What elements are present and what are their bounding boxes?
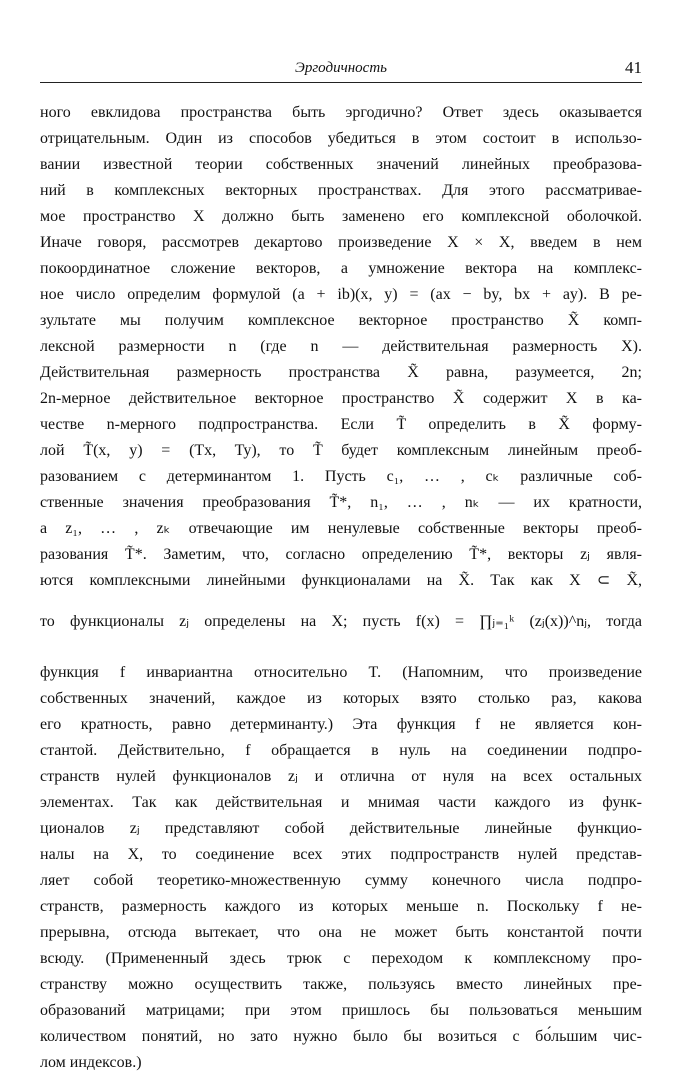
text-line: разованием с детерминантом 1. Пусть c₁, … , cₖ различные соб- <box>40 468 642 485</box>
text-line: ний в комплексных векторных пространствах. Для этого рассматривае- <box>40 182 642 199</box>
text-line: его кратность, равно детерминанту.) Эта функция f не является кон- <box>40 716 642 733</box>
text-line: зультате мы получим комплексное векторное пространство X̃ комп- <box>40 312 642 329</box>
text-line: прерывна, отсюда вытекает, что она не может быть константой почти <box>40 924 642 941</box>
text-line: покоординатное сложение векторов, а умножение вектора на комплекс- <box>40 260 642 277</box>
text-line: стантой. Действительно, f обращается в нуль на соединении подпро- <box>40 742 642 759</box>
text-line: честве n-мерного подпространства. Если T̃ определить в X̃ форму- <box>40 416 642 433</box>
text-line: лой T̃(x, y) = (Tx, Ty), то T̃ будет комплексным линейным преоб- <box>40 442 642 459</box>
running-head: Эргодичность <box>295 60 387 76</box>
text-line: количеством понятий, но зато нужно было бы возиться с бо́льшим чис- <box>40 1028 642 1045</box>
formula-line: то функционалы zⱼ определены на X; пусть f(x) = ∏ⱼ₌₁ᵏ (zⱼ(x))^nⱼ, тогда <box>40 613 642 630</box>
text-line: ного евклидова пространства быть эргодично? Ответ здесь оказывается <box>40 104 642 121</box>
text-line: собственных значений, каждое из которых взято столько раз, какова <box>40 690 642 707</box>
text-line: мое пространство X должно быть заменено его комплексной оболочкой. <box>40 208 642 225</box>
text-line: а z₁, … , zₖ отвечающие им ненулевые собственные векторы преоб- <box>40 520 642 537</box>
text-line: ственные значения преобразования T̃*, n₁, … , nₖ — их кратности, <box>40 494 642 511</box>
text-line: Иначе говоря, рассмотрев декартово произведение X × X, введем в нем <box>40 234 642 251</box>
text-line: вании известной теории собственных значений линейных преобразова- <box>40 156 642 173</box>
text-line: ляет собой теоретико-множественную сумму конечного числа подпро- <box>40 872 642 889</box>
text-line: налы на X, то соединение всех этих подпространств нулей представ- <box>40 846 642 863</box>
text-line: всюду. (Примененный здесь трюк с переходом к комплексному про- <box>40 950 642 967</box>
text-line: разования T̃*. Заметим, что, согласно определению T̃*, векторы zⱼ явля- <box>40 546 642 563</box>
text-line: странств, размерность каждого из которых меньше n. Поскольку f не- <box>40 898 642 915</box>
text-line: ционалов zⱼ представляют собой действительные линейные функцио- <box>40 820 642 837</box>
page-header <box>40 58 642 83</box>
text-line: функция f инвариантна относительно T. (Напомним, что произведение <box>40 664 642 681</box>
text-line: Действительная размерность пространства X̃ равна, разумеется, 2n; <box>40 364 642 381</box>
text-line: отрицательным. Один из способов убедиться в этом состоит в использо- <box>40 130 642 147</box>
text-line: ное число определим формулой (a + ib)(x, y) = (ax − by, bx + ay). В ре- <box>40 286 642 303</box>
text-line: элементах. Так как действительная и мнимая части каждого из функ- <box>40 794 642 811</box>
text-line: образований матрицами; при этом пришлось бы пользоваться меньшим <box>40 1002 642 1019</box>
text-line: странств нулей функционалов zⱼ и отлична от нуля на всех остальных <box>40 768 642 785</box>
text-line: странству можно осуществить также, пользуясь вместо линейных пре- <box>40 976 642 993</box>
text-line: лом индексов.) <box>40 1054 142 1071</box>
text-line: ются комплексными линейными функционалами на X̃. Так как X ⊂ X̃, <box>40 572 642 589</box>
page-number: 41 <box>625 58 642 77</box>
text-line: лексной размерности n (где n — действительная размерность X). <box>40 338 642 355</box>
text-line: 2n-мерное действительное векторное пространство X̃ содержит X в ка- <box>40 390 642 407</box>
